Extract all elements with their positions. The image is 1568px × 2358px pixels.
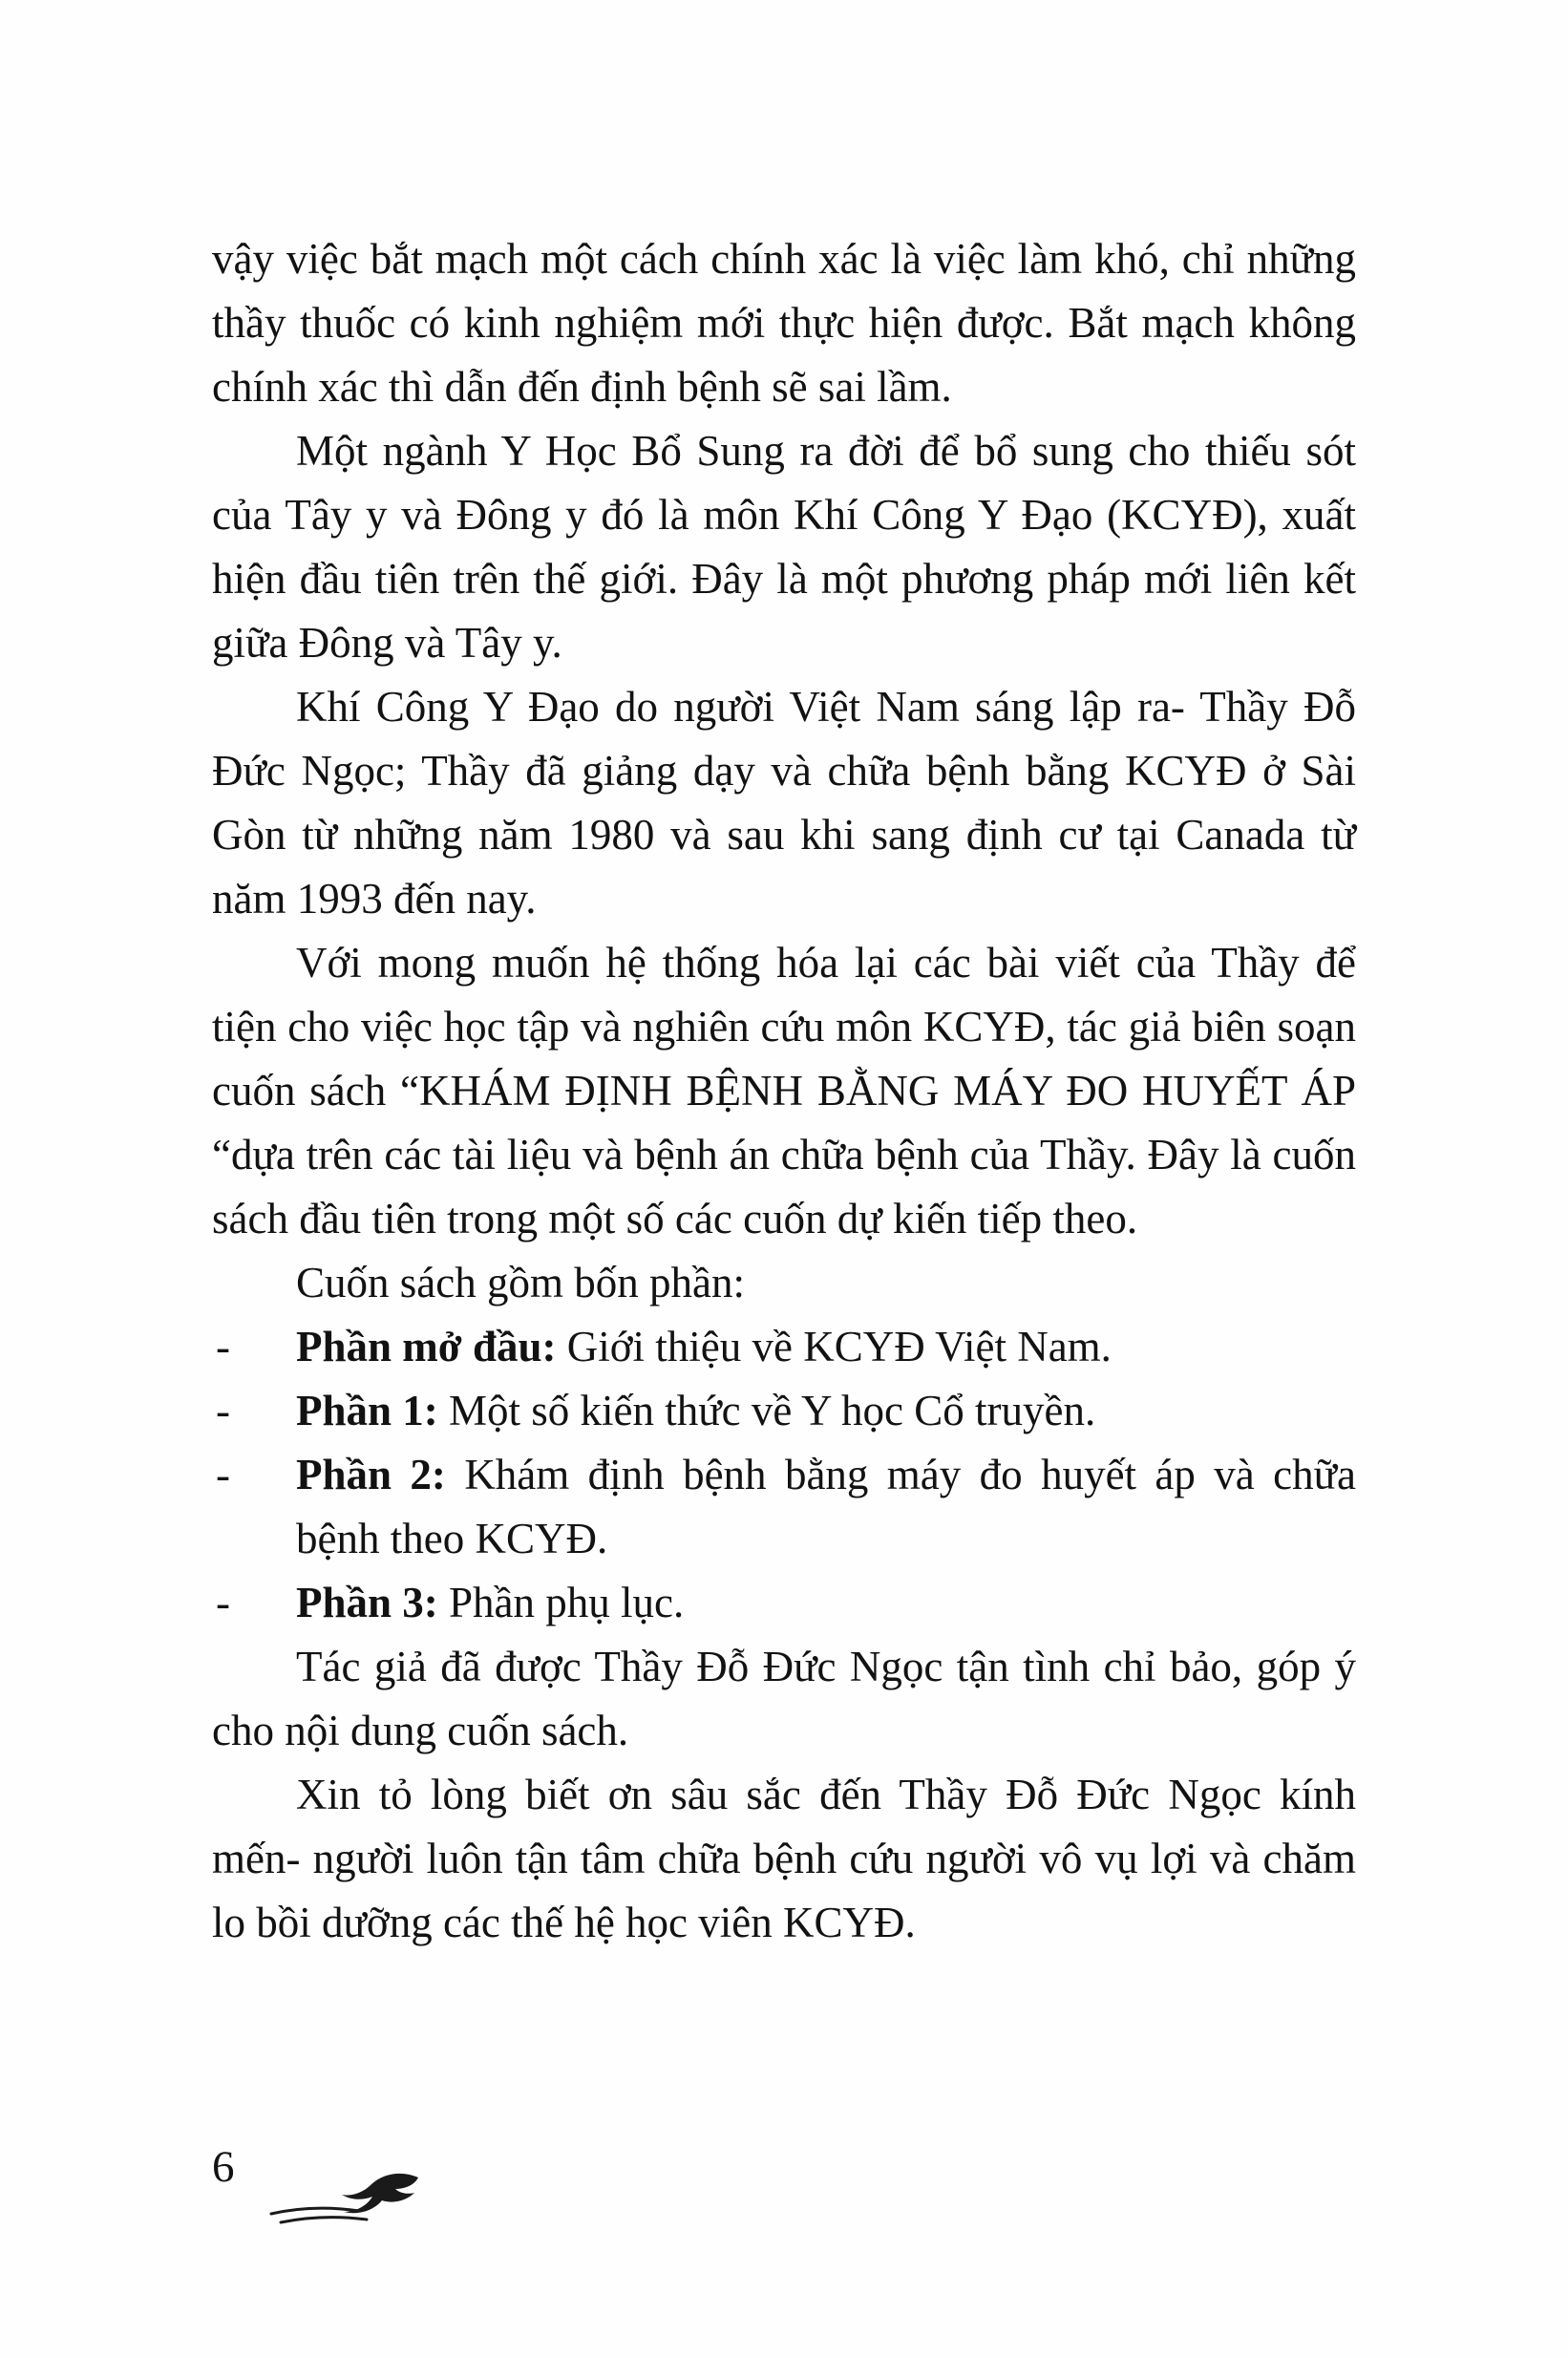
list-item-text: Một số kiến thức về Y học Cổ truyền. (437, 1387, 1096, 1434)
list-dash: - (216, 1387, 230, 1434)
parts-list (212, 1315, 1356, 1635)
page-footer (212, 2137, 425, 2236)
paragraph-6: Xin tỏ lòng biết ơn sâu sắc đến Thầy Đỗ Đức Ngọc kính mến- người luôn tận tâm chữa bệnh cứu người vô vụ lợi và chăm lo bồi dưỡng các thế hệ học viên KCYĐ. (212, 1771, 1356, 1946)
bird-ornament-icon (267, 2166, 425, 2236)
paragraph-3: Khí Công Y Đạo do người Việt Nam sáng lập ra- Thầy Đỗ Đức Ngọc; Thầy đã giảng dạy và chữa bệnh bằng KCYĐ ở Sài Gòn từ những năm 1980 và sau khi sang định cư tại Canada từ năm 1993 đến nay. (212, 683, 1356, 923)
list-item-text: Phần phụ lục. (437, 1579, 685, 1626)
list-dash: - (216, 1579, 230, 1626)
list-item-label: Phần 2: (296, 1451, 446, 1498)
page-number: 6 (212, 2142, 235, 2192)
list-item-text: Khám định bệnh bằng máy đo huyết áp và chữa bệnh theo KCYĐ. (296, 1451, 1356, 1562)
list-item-label: Phần 3: (296, 1579, 438, 1626)
paragraph-2: Một ngành Y Học Bổ Sung ra đời để bổ sung cho thiếu sót của Tây y và Đông y đó là môn Khí Công Y Đạo (KCYĐ), xuất hiện đầu tiên trên thế giới. Đây là một phương pháp mới liên kết giữa Đông và Tây y. (212, 427, 1356, 667)
list-item (212, 1379, 1356, 1443)
list-intro: Cuốn sách gồm bốn phần: (296, 1259, 745, 1306)
list-item-text: Giới thiệu về KCYĐ Việt Nam. (556, 1323, 1112, 1370)
list-item (212, 1571, 1356, 1635)
list-dash: - (216, 1451, 230, 1498)
list-item (212, 1443, 1356, 1571)
page-text (212, 227, 1356, 1955)
list-item-label: Phần 1: (296, 1387, 438, 1434)
paragraph-4: Với mong muốn hệ thống hóa lại các bài viết của Thầy để tiện cho việc học tập và nghiên cứu môn KCYĐ, tác giả biên soạn cuốn sách “KHÁM ĐỊNH BỆNH BẰNG MÁY ĐO HUYẾT ÁP “dựa trên các tài liệu và bệnh án chữa bệnh của Thầy. Đây là cuốn sách đầu tiên trong một số các cuốn dự kiến tiếp theo. (212, 939, 1356, 1243)
list-item (212, 1315, 1356, 1379)
list-dash: - (216, 1323, 230, 1370)
paragraph-1: vậy việc bắt mạch một cách chính xác là việc làm khó, chỉ những thầy thuốc có kinh nghiệm mới thực hiện được. Bắt mạch không chính xác thì dẫn đến định bệnh sẽ sai lầm. (212, 235, 1356, 411)
list-item-label: Phần mở đầu: (296, 1323, 557, 1370)
paragraph-5: Tác giả đã được Thầy Đỗ Đức Ngọc tận tình chỉ bảo, góp ý cho nội dung cuốn sách. (212, 1643, 1356, 1754)
